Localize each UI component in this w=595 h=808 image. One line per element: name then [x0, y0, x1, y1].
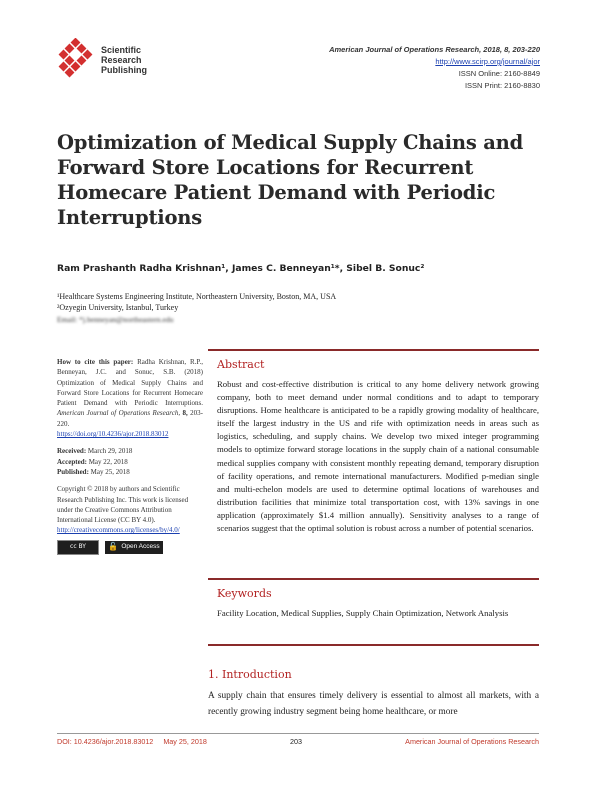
publisher-line3: Publishing: [101, 65, 147, 75]
open-access-badge[interactable]: [105, 541, 163, 554]
abstract-body: Robust and cost-effective distribution is critical to any home delivery network growing company, both to meet demand under normal conditions and to adapt to temporary disruptions. Home healthcare is anticipated to be a rapidly growing modality of healthcare, itself the largest industry in the US and rife with optimization needs in areas such as logistics, scheduling, and supply chains. We develop two mixed integer programming models to optimize forward storage locations in the supply chain of a national consumable medical supplies company with consistent monthly repeating demand, temporary disruption of facility operations, and remote international manufacturers. Modified p-median single and multi-echelon models are used to determine optimal locations of warehouses and distribution facilities that minimize total transportation cost, with 13% savings in one application (approximately $1.4 million annually). Sensitivity analyses to a range of scenarios suggest that the optimal solution is robust across a number of potential scenarios.: [217, 379, 539, 534]
cite-text: Radha Krishnan, R.P., Benneyan, J.C. and Sonuc, S.B. (2018) Optimization of Medical Supply Chains and Forward Store Locations for Recurrent Homecare Patient Demand with Periodic Interruptions.: [57, 358, 204, 408]
keywords-bottom-rule: [208, 644, 539, 646]
open-lock-icon: 🔓: [108, 542, 119, 552]
introduction-heading: 1. Introduction: [208, 668, 292, 681]
how-to-cite: [57, 357, 203, 439]
keywords-top-rule: [208, 578, 539, 580]
affiliations: [57, 291, 336, 313]
accepted-label: Accepted:: [57, 457, 87, 466]
introduction-body: A supply chain that ensures timely delivery is essential to almost all markets, with a recently growing industry segment being home healthcare, or more: [208, 691, 539, 717]
cite-label: How to cite this paper:: [57, 358, 134, 366]
cc-by-badge-icon[interactable]: cc BY: [57, 540, 99, 555]
accepted-date: May 22, 2018: [88, 457, 128, 466]
author-email: Email: *j.benneyan@northeastern.edu: [57, 315, 174, 324]
published-label: Published:: [57, 467, 89, 476]
cite-journal: American Journal of Operations Research,: [57, 409, 181, 418]
author-list: Ram Prashanth Radha Krishnan¹, James C. Benneyan¹*, Sibel B. Sonuc²: [57, 263, 425, 274]
cite-volume: 8,: [182, 409, 188, 418]
cite-pages: 203-220.: [57, 409, 203, 428]
journal-info: [329, 44, 540, 92]
publisher-line2: Research: [101, 55, 142, 65]
keywords-heading: Keywords: [217, 587, 272, 600]
received-label: Received:: [57, 447, 87, 456]
received-date: March 29, 2018: [87, 447, 133, 456]
footer-doi-text: DOI: 10.4236/ajor.2018.83012: [57, 737, 154, 746]
footer-rule: [57, 733, 539, 734]
issn-online: ISSN Online: 2160-8849: [458, 69, 540, 78]
footer-journal-name: American Journal of Operations Research: [405, 737, 539, 746]
issn-print: ISSN Print: 2160-8830: [464, 81, 540, 90]
article-dates: [57, 446, 203, 477]
keywords-body: Facility Location, Medical Supplies, Supply Chain Optimization, Network Analysis: [217, 608, 509, 618]
affiliation-1: ¹Healthcare Systems Engineering Institute, Northeastern University, Boston, MA, USA: [57, 292, 337, 301]
affiliation-2: ²Ozyegin University, Istanbul, Turkey: [57, 303, 179, 312]
license-badges: [57, 540, 203, 555]
paper-title: Optimization of Medical Supply Chains and Forward Store Locations for Recurrent Homecare Patient Demand with Periodic Interruptions: [57, 131, 524, 229]
publisher-name: [101, 45, 147, 75]
open-access-label: Open Access: [121, 543, 160, 551]
license-link[interactable]: http://creativecommons.org/licenses/by/4.0/: [57, 526, 180, 535]
journal-citation: American Journal of Operations Research, 2018, 8, 203-220: [329, 45, 540, 54]
abstract-heading: Abstract: [217, 358, 265, 371]
published-date: May 25, 2018: [90, 467, 130, 476]
journal-url-link[interactable]: http://www.scirp.org/journal/ajor: [435, 57, 540, 66]
abstract-top-rule: [208, 349, 539, 351]
footer-page-number: 203: [290, 737, 302, 746]
publisher-line1: Scientific: [101, 45, 142, 55]
cite-doi-link[interactable]: https://doi.org/10.4236/ajor.2018.83012: [57, 430, 169, 439]
copyright-notice: Copyright © 2018 by authors and Scientific Research Publishing Inc. This work is licensed under the Creative Commons Attribution International License (CC BY 4.0).: [57, 485, 189, 525]
scirp-diamond-logo-icon: [55, 38, 97, 80]
article-sidebar: [57, 357, 203, 555]
footer-doi: [57, 737, 207, 746]
footer-date: May 25, 2018: [163, 737, 207, 746]
